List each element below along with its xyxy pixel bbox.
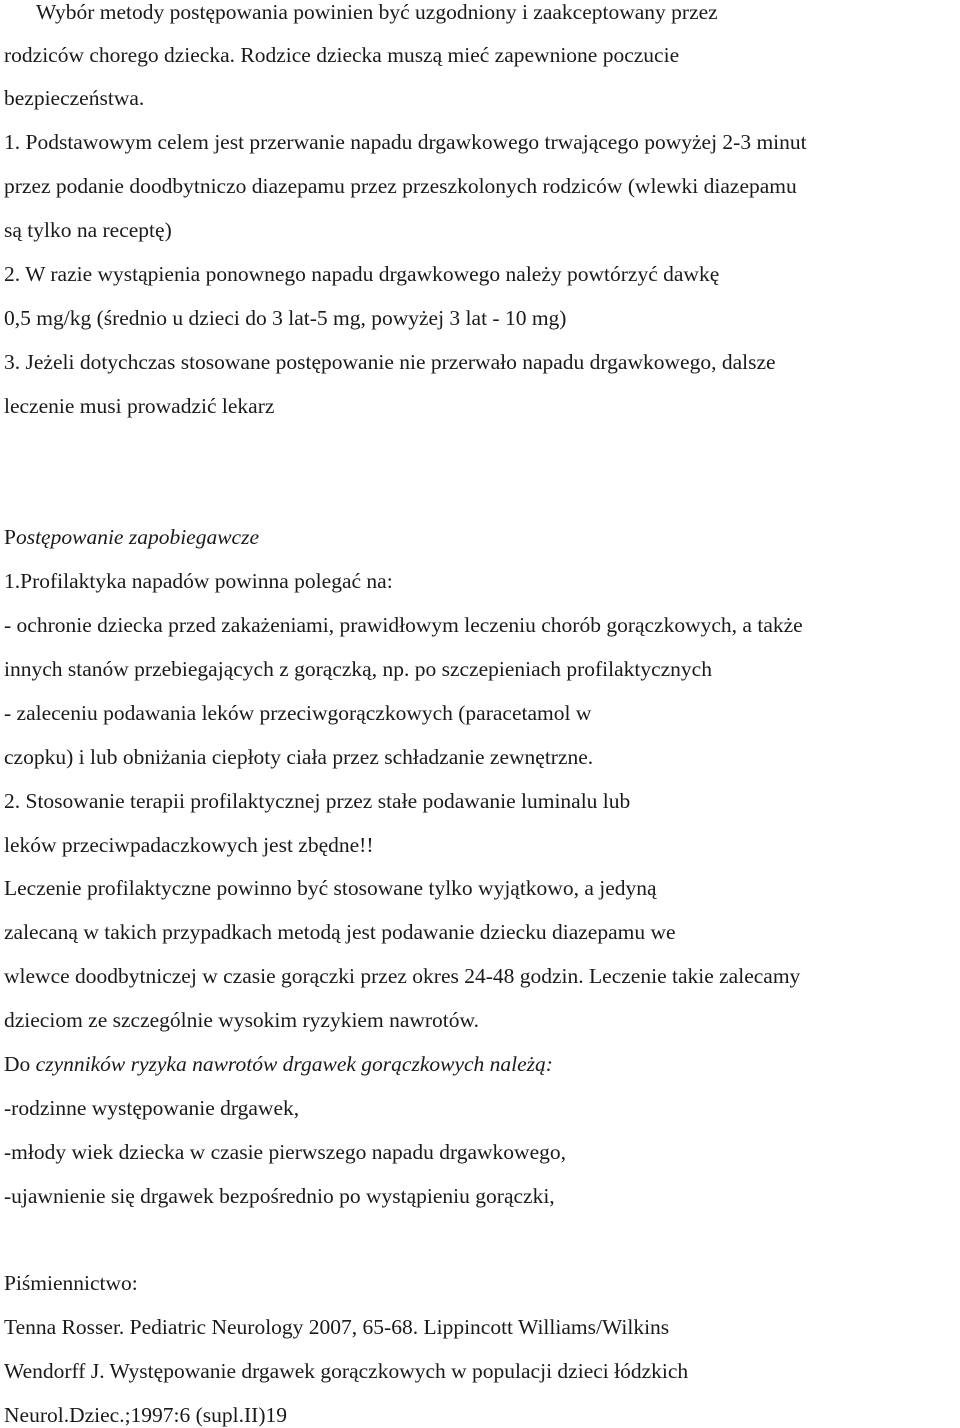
risk-heading-rest: czynników ryzyka nawrotów drgawek gorączkowych należą:: [30, 1052, 553, 1076]
intro-line-1: Wybór metody postępowania powinien być uzgodniony i zaakceptowany przez: [36, 0, 718, 24]
risk-item-1: -rodzinne występowanie drgawek,: [4, 1096, 300, 1120]
reference-2-line-1: Wendorff J. Występowanie drgawek gorączkowych w populacji dzieci łódzkich: [4, 1359, 689, 1383]
prevention-3-line-4: dzieciom ze szczególnie wysokim ryzykiem nawrotów.: [4, 1008, 480, 1032]
prevention-3-line-1: Leczenie profilaktyczne powinno być stosowane tylko wyjątkowo, a jedyną: [4, 876, 657, 900]
prevention-2-line-1: 2. Stosowanie terapii profilaktycznej przez stałe podawanie luminalu lub: [4, 789, 631, 813]
prevention-1-line-5: czopku) i lub obniżania ciepłoty ciała przez schładzanie zewnętrzne.: [4, 745, 594, 769]
step-1-line-3: są tylko na receptę): [4, 218, 172, 242]
prevention-heading-rest: ostępowanie zapobiegawcze: [15, 525, 260, 549]
step-2-line-1: 2. W razie wystąpienia ponownego napadu drgawkowego należy powtórzyć dawkę: [4, 262, 720, 286]
prevention-3-line-2: zalecaną w takich przypadkach metodą jest podawanie dziecku diazepamu we: [4, 920, 676, 944]
prevention-1-line-1: 1.Profilaktyka napadów powinna polegać na:: [4, 569, 393, 593]
step-3-line-1: 3. Jeżeli dotychczas stosowane postępowanie nie przerwało napadu drgawkowego, dalsze: [4, 350, 776, 374]
intro-line-2: rodziców chorego dziecka. Rodzice dziecka muszą mieć zapewnione poczucie: [4, 43, 680, 67]
reference-2-line-2: Neurol.Dziec.;1997:6 (supl.II)19: [4, 1403, 288, 1427]
intro-line-3: bezpieczeństwa.: [4, 86, 145, 110]
risk-item-2: -młody wiek dziecka w czasie pierwszego napadu drgawkowego,: [4, 1140, 566, 1164]
prevention-heading-initial: P: [4, 525, 16, 549]
prevention-2-line-2: leków przeciwpadaczkowych jest zbędne!!: [4, 833, 374, 857]
prevention-3-line-3: wlewce doodbytniczej w czasie gorączki przez okres 24-48 godzin. Leczenie takie zalecamy: [4, 964, 801, 988]
prevention-1-line-3: innych stanów przebiegających z gorączką, np. po szczepieniach profilaktycznych: [4, 657, 712, 681]
risk-heading: [4, 1054, 553, 1076]
step-1-line-2: przez podanie doodbytniczo diazepamu przez przeszkolonych rodziców (wlewki diazepamu: [4, 174, 797, 198]
prevention-1-line-2: - ochronie dziecka przed zakażeniami, prawidłowym leczeniu chorób gorączkowych, a także: [4, 613, 803, 637]
reference-1: Tenna Rosser. Pediatric Neurology 2007, 65-68. Lippincott Williams/Wilkins: [4, 1315, 670, 1339]
prevention-1-line-4: - zaleceniu podawania leków przeciwgorączkowych (paracetamol w: [4, 701, 592, 725]
risk-item-3: -ujawnienie się drgawek bezpośrednio po wystąpieniu gorączki,: [4, 1184, 555, 1208]
step-1-line-1: 1. Podstawowym celem jest przerwanie napadu drgawkowego trwającego powyżej 2-3 minut: [4, 130, 807, 154]
references-heading: Piśmiennictwo:: [4, 1271, 138, 1295]
prevention-heading: [4, 527, 259, 549]
step-2-line-2: 0,5 mg/kg (średnio u dzieci do 3 lat-5 mg, powyżej 3 lat - 10 mg): [4, 306, 567, 330]
risk-heading-initial: Do: [4, 1052, 31, 1076]
step-3-line-2: leczenie musi prowadzić lekarz: [4, 394, 275, 418]
